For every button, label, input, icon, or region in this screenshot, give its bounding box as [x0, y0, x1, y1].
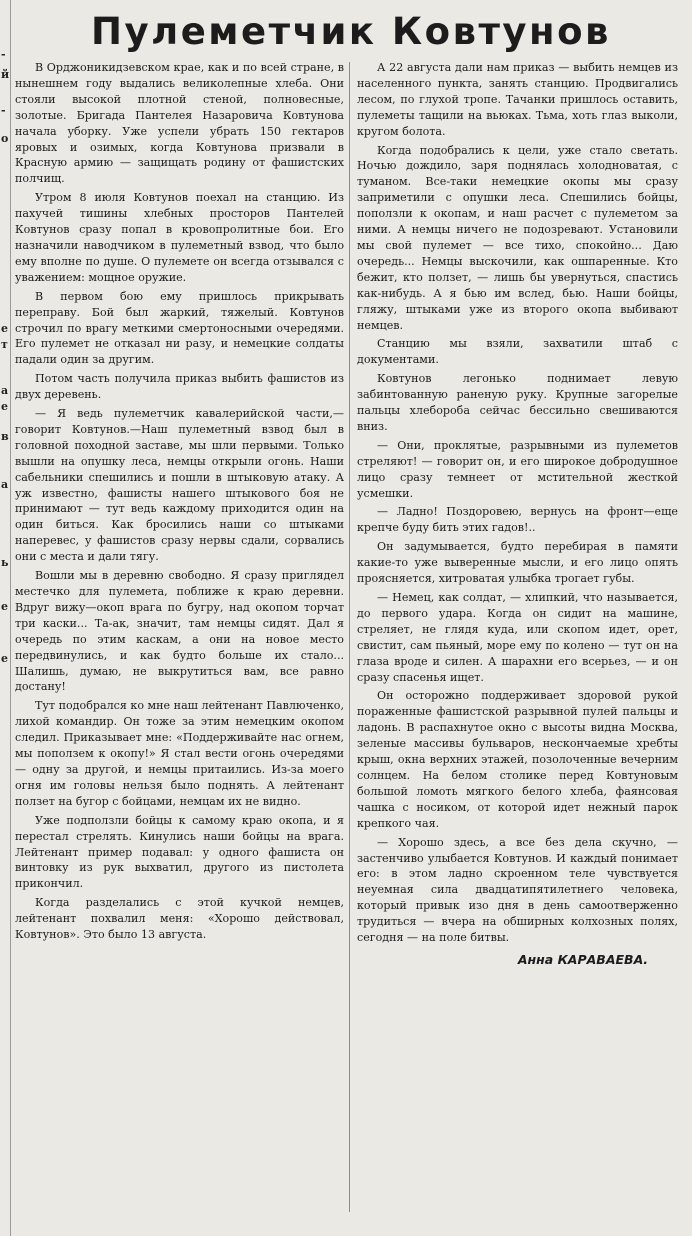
margin-fragment: о — [1, 132, 9, 145]
article-paragraph: Когда разделались с этой кучкой немцев, лейтенант похвалил меня: «Хорошо действовал, Ковтунов». Это было 13 августа. — [15, 896, 344, 942]
article-paragraph: А 22 августа дали нам приказ — выбить немцев из населенного пункта, занять станцию. Продвигались лесом, по глухой тропе. Тачанки пришлось оставить, пулеметы тащили на вьюках. Тьма, хоть глаз выколи, кругом болота. — [357, 61, 678, 138]
article-paragraph: — Ладно! Поздоровею, вернусь на фронт—еще крепче буду бить этих гадов!.. — [357, 505, 678, 535]
article-paragraph: В первом бою ему пришлось прикрывать переправу. Бой был жаркий, тяжелый. Ковтунов строчил по врагу меткими смертоносными очередями. Его пулемет не отказал ни разу, и немецкие солдаты падали один за другим. — [15, 289, 344, 367]
margin-fragment: т — [1, 338, 8, 351]
article-paragraph: Он осторожно поддерживает здоровой рукой пораженные фашистской разрывной пулей пальцы и ладонь. В распахнутое окно с высоты видна Москва, зеленые массивы бульваров, нескончаемые хребты крыш, окна верхних этажей, позолоченные вечерним солнцем. На белом столике перед Ковтуновым большой ломоть мягкого белого хлеба, фаянсовая чашка с носиком, от которой идет нежный парок крепкого чая. — [357, 689, 678, 830]
margin-fragment: а — [1, 478, 9, 491]
margin-fragment: е — [1, 400, 8, 413]
article-paragraph: Вошли мы в деревню свободно. Я сразу приглядел местечко для пулемета, поближе к краю деревни. Вдруг вижу—окоп врага по бугру, над окопом торчат три каски... Та-ак, значит, там немцы сидят. Дал я очередь по этим каскам, а они на новое место передвинулись, и как будто больше их стало... Шалишь, думаю, не выкрутиться вам, все равно достану! — [15, 569, 344, 694]
article-paragraph: Потом часть получила приказ выбить фашистов из двух деревень. — [15, 372, 344, 402]
margin-fragment: е — [1, 322, 8, 335]
article-paragraph: — Немец, как солдат, — хлипкий, что называется, до первого удара. Когда он сидит на машине, стреляет, не глядя куда, или скопом идет, орет, свистит, сам пьяный, море ему по колено — тут он на глаза вроде и силен. А шарахни его всерьез, — и он сразу спасенья ищет. — [357, 591, 678, 684]
margin-fragment: - — [1, 48, 6, 61]
column-divider — [349, 62, 350, 1212]
margin-fragment: й — [1, 68, 10, 81]
author-byline: Анна КАРАВАЕВА. — [517, 951, 648, 967]
margin-fragment: е — [1, 652, 8, 665]
margin-fragment: - — [1, 104, 6, 117]
article-paragraph: Когда подобрались к цели, уже стало светать. Ночью дождило, заря поднялась холодноватая, с туманом. Все-таки немецкие окопы мы сразу заприметили с опушки леса. Спешились бойцы, поползли к окопам, и наш расчет с пулеметом за ними. А немцы ничего не подозревают. Установили мы свой пулемет — все тихо, спокойно... Даю очередь... Немцы выскочили, как ошпаренные. Кто бежит, кто ползет, — лишь бы увернуться, спастись как-нибудь. А я бью им вслед, бью. Наши бойцы, гляжу, штыками уже из второго окопа выбивают немцев. — [357, 143, 678, 332]
article-paragraph: Тут подобрался ко мне наш лейтенант Павлюченко, лихой командир. Он тоже за этим немецким окопом следил. Приказывает мне: «Поддерживайте нас огнем, мы поползем к окопу!» Я стал вести огонь очередями — одну за другой, и немцы притаились. Из-за моего огня им головы нельзя было поднять. А лейтенант ползет на бугор с бойцами, немцам их не видно. — [15, 699, 344, 808]
left-margin-strip — [0, 0, 11, 1236]
article-paragraph: Он задумывается, будто перебирая в памяти какие-то уже выверенные мысли, и его лицо опять проясняется, хитроватая улыбка трогает губы. — [357, 540, 678, 586]
article-paragraph: Ковтунов легонько поднимает левую забинтованную раненую руку. Крупные загорелые пальцы хлебороба сейчас бессильно свешиваются вниз. — [357, 372, 678, 433]
article-paragraph: Утром 8 июля Ковтунов поехал на станцию. Из пахучей тишины хлебных просторов Пантелей Ковтунов сразу попал в кровопролитные бои. Его назначили наводчиком в пулеметный взвод, что было ему вполне по душе. О пулемете он всегда отзывался с уважением: мощное оружие. — [15, 191, 344, 284]
article-paragraph: Станцию мы взяли, захватили штаб с документами. — [357, 337, 678, 367]
article-paragraph: — Я ведь пулеметчик кавалерийской части,—говорит Ковтунов.—Наш пулеметный взвод был в головной походной заставе, мы шли первыми. Только вышли на опушку леса, немцы открыли огонь. Наши сабельники спешились и пошли в штыковую атаку. А уж известно, фашисты нашего штыкового боя не принимают — тут ведь каждому приходится один на один биться. Как бросились наши со штыками наперевес, у фашистов сразу нервы сдали, сорвались они с места и дали тягу. — [15, 407, 344, 564]
margin-fragment: е — [1, 600, 8, 613]
article-title: Пулеметчик Ковтунов — [91, 10, 611, 53]
article-paragraph: — Хорошо здесь, а все без дела скучно, — застенчиво улыбается Ковтунов. И каждый понимает его: в этом ладно скроенном теле чувствуется неуемная сила двадцатипятилетнего человека, который привык изо дня в день самоотверженно трудиться — вчера на обширных колхозных полях, сегодня — на поле битвы. — [357, 835, 678, 945]
margin-fragment: в — [1, 430, 9, 443]
margin-fragment: ь — [1, 556, 9, 569]
article-paragraph: В Орджоникидзевском крае, как и по всей стране, в нынешнем году выдались великолепные хлеба. Они стояли высокой плотной стеной, полновесные, золотые. Бригада Пантелея Назаровича Ковтунова начала уборку. Уже успели убрать 150 гектаров яровых и озимых, когда Ковтунова призвали в Красную армию — защищать родину от фашистских полчищ. — [15, 61, 344, 186]
margin-fragment: а — [1, 384, 9, 397]
article-right-column — [357, 60, 678, 1222]
article-paragraph: — Они, проклятые, разрывными из пулеметов стреляют! — говорит он, и его широкое добродушное лицо сразу темнеет от мстительной жесткой усмешки. — [357, 438, 678, 500]
article-left-column — [15, 60, 344, 1222]
article-paragraph: Уже подползли бойцы к самому краю окопа, и я перестал стрелять. Кинулись наши бойцы на врага. Лейтенант пример подавал: у одного фашиста он винтовку из рук выхватил, другого из пистолета прикончил. — [15, 813, 344, 891]
